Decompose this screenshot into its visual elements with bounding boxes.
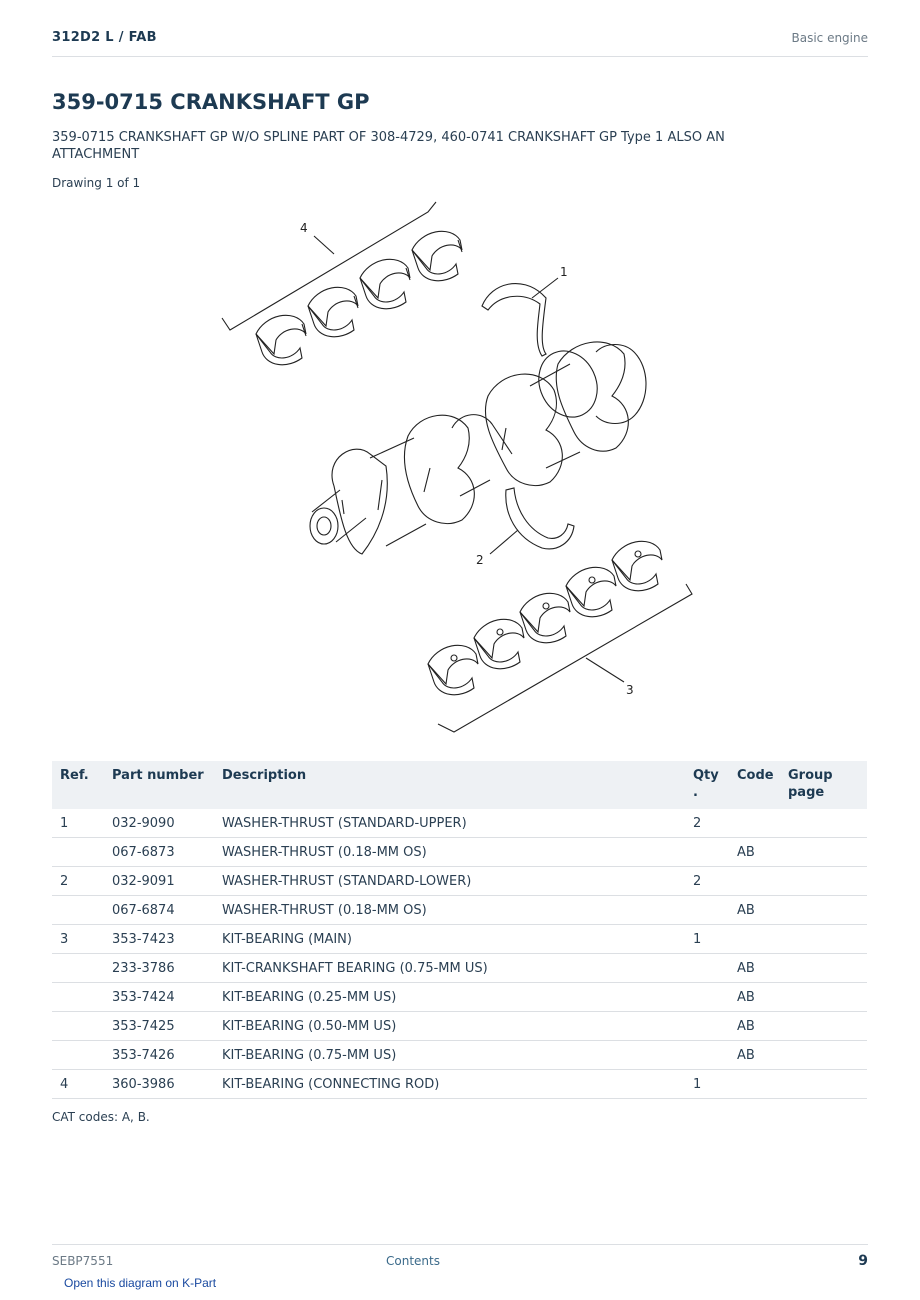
table-row	[52, 983, 867, 1012]
page-title: 359-0715 CRANKSHAFT GP	[52, 90, 370, 114]
cell-ref	[52, 896, 104, 925]
cell-group-page	[780, 954, 867, 983]
cell-part-number: 353-7424	[104, 983, 214, 1012]
cell-ref	[52, 838, 104, 867]
col-qty-label: Qty .	[693, 768, 719, 800]
cell-description: KIT-BEARING (0.75-MM US)	[214, 1041, 685, 1070]
cell-description: KIT-BEARING (0.25-MM US)	[214, 983, 685, 1012]
cell-part-number: 032-9091	[104, 867, 214, 896]
model-label: 312D2 L / FAB	[52, 30, 157, 45]
cell-qty	[685, 896, 729, 925]
cell-ref: 3	[52, 925, 104, 954]
cell-qty	[685, 954, 729, 983]
table-row	[52, 867, 867, 896]
table-row	[52, 838, 867, 867]
cell-description: WASHER-THRUST (0.18-MM OS)	[214, 896, 685, 925]
crankshaft	[310, 341, 646, 554]
cell-ref	[52, 1012, 104, 1041]
col-part-number: Part number	[104, 761, 214, 809]
cell-group-page	[780, 867, 867, 896]
table-row	[52, 896, 867, 925]
col-description: Description	[214, 761, 685, 809]
cell-code	[729, 809, 780, 838]
cell-group-page	[780, 925, 867, 954]
cell-qty: 1	[685, 1070, 729, 1099]
col-ref: Ref.	[52, 761, 104, 809]
cell-group-page	[780, 983, 867, 1012]
cell-part-number: 067-6874	[104, 896, 214, 925]
cell-qty	[685, 838, 729, 867]
conrod-bearing-halves	[256, 231, 462, 364]
cell-qty: 2	[685, 867, 729, 896]
thrust-washer-upper	[482, 278, 558, 356]
cell-qty: 2	[685, 809, 729, 838]
table-row	[52, 1041, 867, 1070]
exploded-drawing[interactable]	[200, 196, 720, 746]
callout-4: 4	[300, 221, 308, 235]
cell-group-page	[780, 838, 867, 867]
col-code: Code	[729, 761, 780, 809]
page-number: 9	[858, 1253, 868, 1269]
table-row	[52, 1012, 867, 1041]
page-subtitle: 359-0715 CRANKSHAFT GP W/O SPLINE PART OF 308-4729, 460-0741 CRANKSHAFT GP Type 1 ALSO AN ATTACHMENT	[52, 130, 725, 162]
cell-ref	[52, 983, 104, 1012]
kpart-link[interactable]: Open this diagram on K-Part	[64, 1276, 217, 1290]
cell-qty: 1	[685, 925, 729, 954]
cell-part-number: 360-3986	[104, 1070, 214, 1099]
cell-qty	[685, 1041, 729, 1070]
cell-ref	[52, 1041, 104, 1070]
thrust-washer-lower	[490, 488, 574, 554]
callout-3: 3	[626, 683, 634, 697]
cell-description: WASHER-THRUST (STANDARD-UPPER)	[214, 809, 685, 838]
cell-ref: 1	[52, 809, 104, 838]
callout-2: 2	[476, 553, 484, 567]
cell-code: AB	[729, 838, 780, 867]
cell-description: KIT-BEARING (CONNECTING ROD)	[214, 1070, 685, 1099]
cell-part-number: 067-6873	[104, 838, 214, 867]
table-row	[52, 1070, 867, 1099]
cell-group-page	[780, 809, 867, 838]
cell-code	[729, 925, 780, 954]
section-label: Basic engine	[791, 31, 868, 45]
cell-description: KIT-BEARING (0.50-MM US)	[214, 1012, 685, 1041]
cell-description: WASHER-THRUST (STANDARD-LOWER)	[214, 867, 685, 896]
table-row	[52, 809, 867, 838]
cell-code: AB	[729, 1041, 780, 1070]
parts-table-header	[52, 761, 867, 809]
cell-part-number: 233-3786	[104, 954, 214, 983]
cell-part-number: 032-9090	[104, 809, 214, 838]
cell-description: WASHER-THRUST (0.18-MM OS)	[214, 838, 685, 867]
cell-part-number: 353-7425	[104, 1012, 214, 1041]
col-group-page: Group page	[780, 761, 867, 809]
cell-part-number: 353-7426	[104, 1041, 214, 1070]
main-bearing-bracket	[438, 584, 692, 732]
cat-codes-note: CAT codes: A, B.	[52, 1110, 150, 1124]
drawing-label: Drawing 1 of 1	[52, 176, 141, 190]
cell-qty	[685, 983, 729, 1012]
cell-code: AB	[729, 983, 780, 1012]
cell-code: AB	[729, 954, 780, 983]
doc-id: SEBP7551	[52, 1254, 114, 1268]
cell-code	[729, 867, 780, 896]
cell-group-page	[780, 1041, 867, 1070]
table-row	[52, 954, 867, 983]
cell-ref: 2	[52, 867, 104, 896]
cell-ref: 4	[52, 1070, 104, 1099]
cell-part-number: 353-7423	[104, 925, 214, 954]
cell-description: KIT-CRANKSHAFT BEARING (0.75-MM US)	[214, 954, 685, 983]
cell-ref	[52, 954, 104, 983]
cell-qty	[685, 1012, 729, 1041]
page-footer	[52, 1244, 868, 1275]
col-qty	[685, 761, 729, 809]
callout-1: 1	[560, 265, 568, 279]
cell-group-page	[780, 1070, 867, 1099]
main-bearing-halves	[428, 541, 662, 694]
page-header	[52, 28, 868, 57]
cell-code	[729, 1070, 780, 1099]
table-row	[52, 925, 867, 954]
cell-code: AB	[729, 1012, 780, 1041]
cell-code: AB	[729, 896, 780, 925]
parts-table	[52, 761, 867, 1099]
contents-link[interactable]: Contents	[386, 1254, 440, 1268]
cell-description: KIT-BEARING (MAIN)	[214, 925, 685, 954]
crankshaft-exploded-diagram	[200, 196, 720, 746]
cell-group-page	[780, 1012, 867, 1041]
cell-group-page	[780, 896, 867, 925]
